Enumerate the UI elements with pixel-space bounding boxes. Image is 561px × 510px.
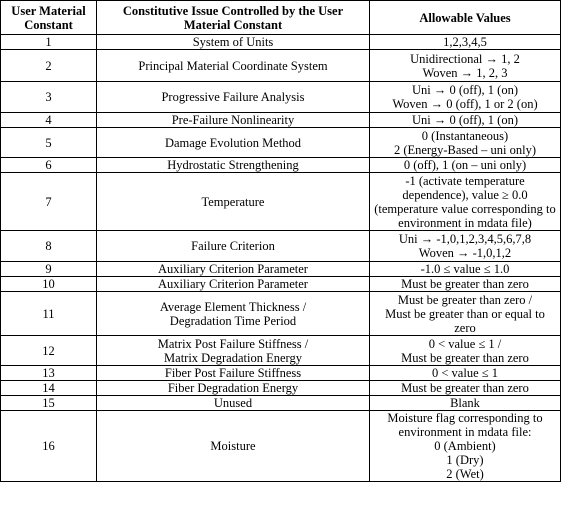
table-row	[1, 277, 561, 292]
constitutive-issue-cell	[97, 113, 370, 128]
constitutive-issue-cell	[97, 50, 370, 82]
issue-text: Principal Material Coordinate System	[138, 58, 328, 73]
table-row	[1, 158, 561, 173]
allowable-value-text: 0 < value ≤ 1 /	[428, 336, 502, 351]
constant-number: 12	[42, 343, 55, 358]
constitutive-issue-cell	[97, 366, 370, 381]
allowable-value-text: Woven → 1, 2, 3	[422, 65, 508, 80]
constitutive-issue-cell	[97, 396, 370, 411]
constant-number-cell	[1, 113, 97, 128]
constitutive-issue-cell	[97, 173, 370, 231]
table-body	[1, 35, 561, 482]
allowable-value-text: zero	[454, 320, 476, 335]
header-label: Constitutive Issue Controlled by the User Material Constant	[122, 3, 344, 32]
issue-text: Degradation Time Period	[169, 313, 297, 328]
table-row	[1, 366, 561, 381]
issue-text: Average Element Thickness /	[159, 299, 307, 314]
allowable-values-cell	[370, 128, 561, 158]
constant-number: 9	[45, 262, 52, 276]
constant-number: 10	[42, 277, 55, 291]
allowable-value-text: dependence), value ≥ 0.0	[402, 187, 528, 202]
constitutive-issue-cell	[97, 262, 370, 277]
table-row	[1, 173, 561, 231]
constitutive-issue-cell	[97, 381, 370, 396]
constitutive-issue-cell	[97, 158, 370, 173]
header-label: Allowable Values	[419, 10, 511, 25]
constant-number: 13	[42, 366, 55, 380]
constant-number: 1	[45, 35, 52, 49]
table-row	[1, 82, 561, 113]
issue-text: System of Units	[192, 35, 274, 49]
allowable-value-text: Must be greater than or equal to	[385, 306, 545, 321]
issue-text: Fiber Degradation Energy	[167, 381, 299, 395]
table-row	[1, 262, 561, 277]
allowable-value-text: (temperature value corresponding to	[374, 201, 556, 216]
allowable-values-cell	[370, 411, 561, 482]
allowable-value-text: 1 (Dry)	[446, 453, 484, 467]
issue-text: Moisture	[210, 439, 256, 453]
constitutive-issue-cell	[97, 336, 370, 366]
header-allowable-values	[370, 1, 561, 35]
constant-number-cell	[1, 336, 97, 366]
issue-text: Fiber Post Failure Stiffness	[164, 366, 302, 380]
table-row	[1, 396, 561, 411]
table-row	[1, 128, 561, 158]
allowable-value-text: Uni → 0 (off), 1 (on)	[412, 113, 518, 127]
constant-number-cell	[1, 366, 97, 381]
allowable-values-cell	[370, 113, 561, 128]
constant-number: 8	[45, 239, 52, 253]
issue-text: Unused	[213, 396, 253, 410]
issue-text: Progressive Failure Analysis	[161, 90, 305, 104]
allowable-value-text: 0 < value ≤ 1	[432, 366, 498, 380]
allowable-values-cell	[370, 35, 561, 50]
table-row	[1, 381, 561, 396]
allowable-value-text: Moisture flag corresponding to	[387, 411, 543, 425]
constitutive-issue-cell	[97, 277, 370, 292]
allowable-values-cell	[370, 231, 561, 262]
allowable-values-cell	[370, 262, 561, 277]
issue-text: Pre-Failure Nonlinearity	[171, 113, 295, 127]
constant-number: 2	[45, 58, 52, 73]
header-label: User Material Constant	[11, 3, 86, 32]
table-row	[1, 336, 561, 366]
allowable-value-text: 2 (Energy-Based – uni only)	[393, 142, 537, 157]
header-row	[1, 1, 561, 35]
constant-number-cell	[1, 128, 97, 158]
constant-number-cell	[1, 35, 97, 50]
constant-number-cell	[1, 277, 97, 292]
constitutive-issue-cell	[97, 411, 370, 482]
allowable-value-text: -1.0 ≤ value ≤ 1.0	[420, 262, 510, 276]
constant-number: 3	[45, 90, 52, 104]
allowable-value-text: -1 (activate temperature	[405, 173, 525, 188]
allowable-value-text: 0 (Ambient)	[434, 439, 496, 453]
allowable-values-cell	[370, 277, 561, 292]
constant-number-cell	[1, 158, 97, 173]
allowable-values-cell	[370, 50, 561, 82]
allowable-values-cell	[370, 173, 561, 231]
issue-text: Failure Criterion	[191, 239, 275, 253]
table-row	[1, 50, 561, 82]
issue-text: Matrix Post Failure Stiffness /	[157, 336, 309, 351]
allowable-value-text: Must be greater than zero	[401, 350, 529, 365]
constitutive-issue-cell	[97, 35, 370, 50]
allowable-value-text: 1,2,3,4,5	[443, 35, 487, 49]
constant-number-cell	[1, 396, 97, 411]
allowable-value-text: Must be greater than zero	[401, 277, 529, 291]
table-row	[1, 411, 561, 482]
constant-number-cell	[1, 231, 97, 262]
constitutive-issue-cell	[97, 128, 370, 158]
allowable-values-cell	[370, 336, 561, 366]
allowable-value-text: 2 (Wet)	[446, 467, 484, 481]
constant-number-cell	[1, 50, 97, 82]
allowable-value-text: Woven → 0 (off), 1 or 2 (on)	[392, 97, 538, 111]
constitutive-issue-cell	[97, 82, 370, 113]
constant-number: 7	[45, 194, 52, 209]
header-user-material-constant	[1, 1, 97, 35]
constant-number: 4	[45, 113, 52, 127]
issue-text: Matrix Degradation Energy	[164, 350, 302, 365]
allowable-value-text: 0 (off), 1 (on – uni only)	[403, 158, 527, 172]
constant-number-cell	[1, 82, 97, 113]
allowable-value-text: Must be greater than zero /	[397, 292, 533, 307]
table-row	[1, 231, 561, 262]
allowable-values-cell	[370, 158, 561, 173]
allowable-value-text: environment in mdata file:	[398, 425, 532, 439]
table-row	[1, 35, 561, 50]
constitutive-issue-cell	[97, 292, 370, 336]
allowable-value-text: Uni → -1,0,1,2,3,4,5,6,7,8	[398, 232, 532, 246]
constant-number-cell	[1, 411, 97, 482]
allowable-value-text: Woven → -1,0,1,2	[418, 246, 512, 260]
table-row	[1, 113, 561, 128]
allowable-values-cell	[370, 292, 561, 336]
allowable-values-cell	[370, 82, 561, 113]
allowable-value-text: Uni → 0 (off), 1 (on)	[412, 83, 518, 97]
allowable-value-text: Unidirectional → 1, 2	[410, 51, 520, 66]
allowable-value-text: Must be greater than zero	[401, 381, 529, 395]
constant-number-cell	[1, 262, 97, 277]
allowable-values-cell	[370, 396, 561, 411]
constant-number: 16	[42, 439, 55, 453]
issue-text: Auxiliary Criterion Parameter	[158, 277, 308, 291]
issue-text: Damage Evolution Method	[164, 135, 302, 150]
allowable-value-text: 0 (Instantaneous)	[421, 128, 509, 143]
constant-number-cell	[1, 381, 97, 396]
issue-text: Auxiliary Criterion Parameter	[158, 262, 308, 276]
constant-number: 14	[42, 381, 55, 395]
allowable-value-text: environment in mdata file)	[398, 215, 532, 230]
issue-text: Temperature	[201, 194, 265, 209]
header-constitutive-issue	[97, 1, 370, 35]
constant-number: 11	[42, 306, 55, 321]
allowable-values-cell	[370, 381, 561, 396]
table-row	[1, 292, 561, 336]
allowable-values-cell	[370, 366, 561, 381]
constitutive-issue-cell	[97, 231, 370, 262]
constant-number-cell	[1, 292, 97, 336]
constant-number: 15	[42, 396, 55, 410]
constant-number-cell	[1, 173, 97, 231]
issue-text: Hydrostatic Strengthening	[167, 158, 299, 172]
allowable-value-text: Blank	[450, 396, 480, 410]
constant-number: 6	[45, 158, 52, 172]
constant-number: 5	[45, 135, 52, 150]
